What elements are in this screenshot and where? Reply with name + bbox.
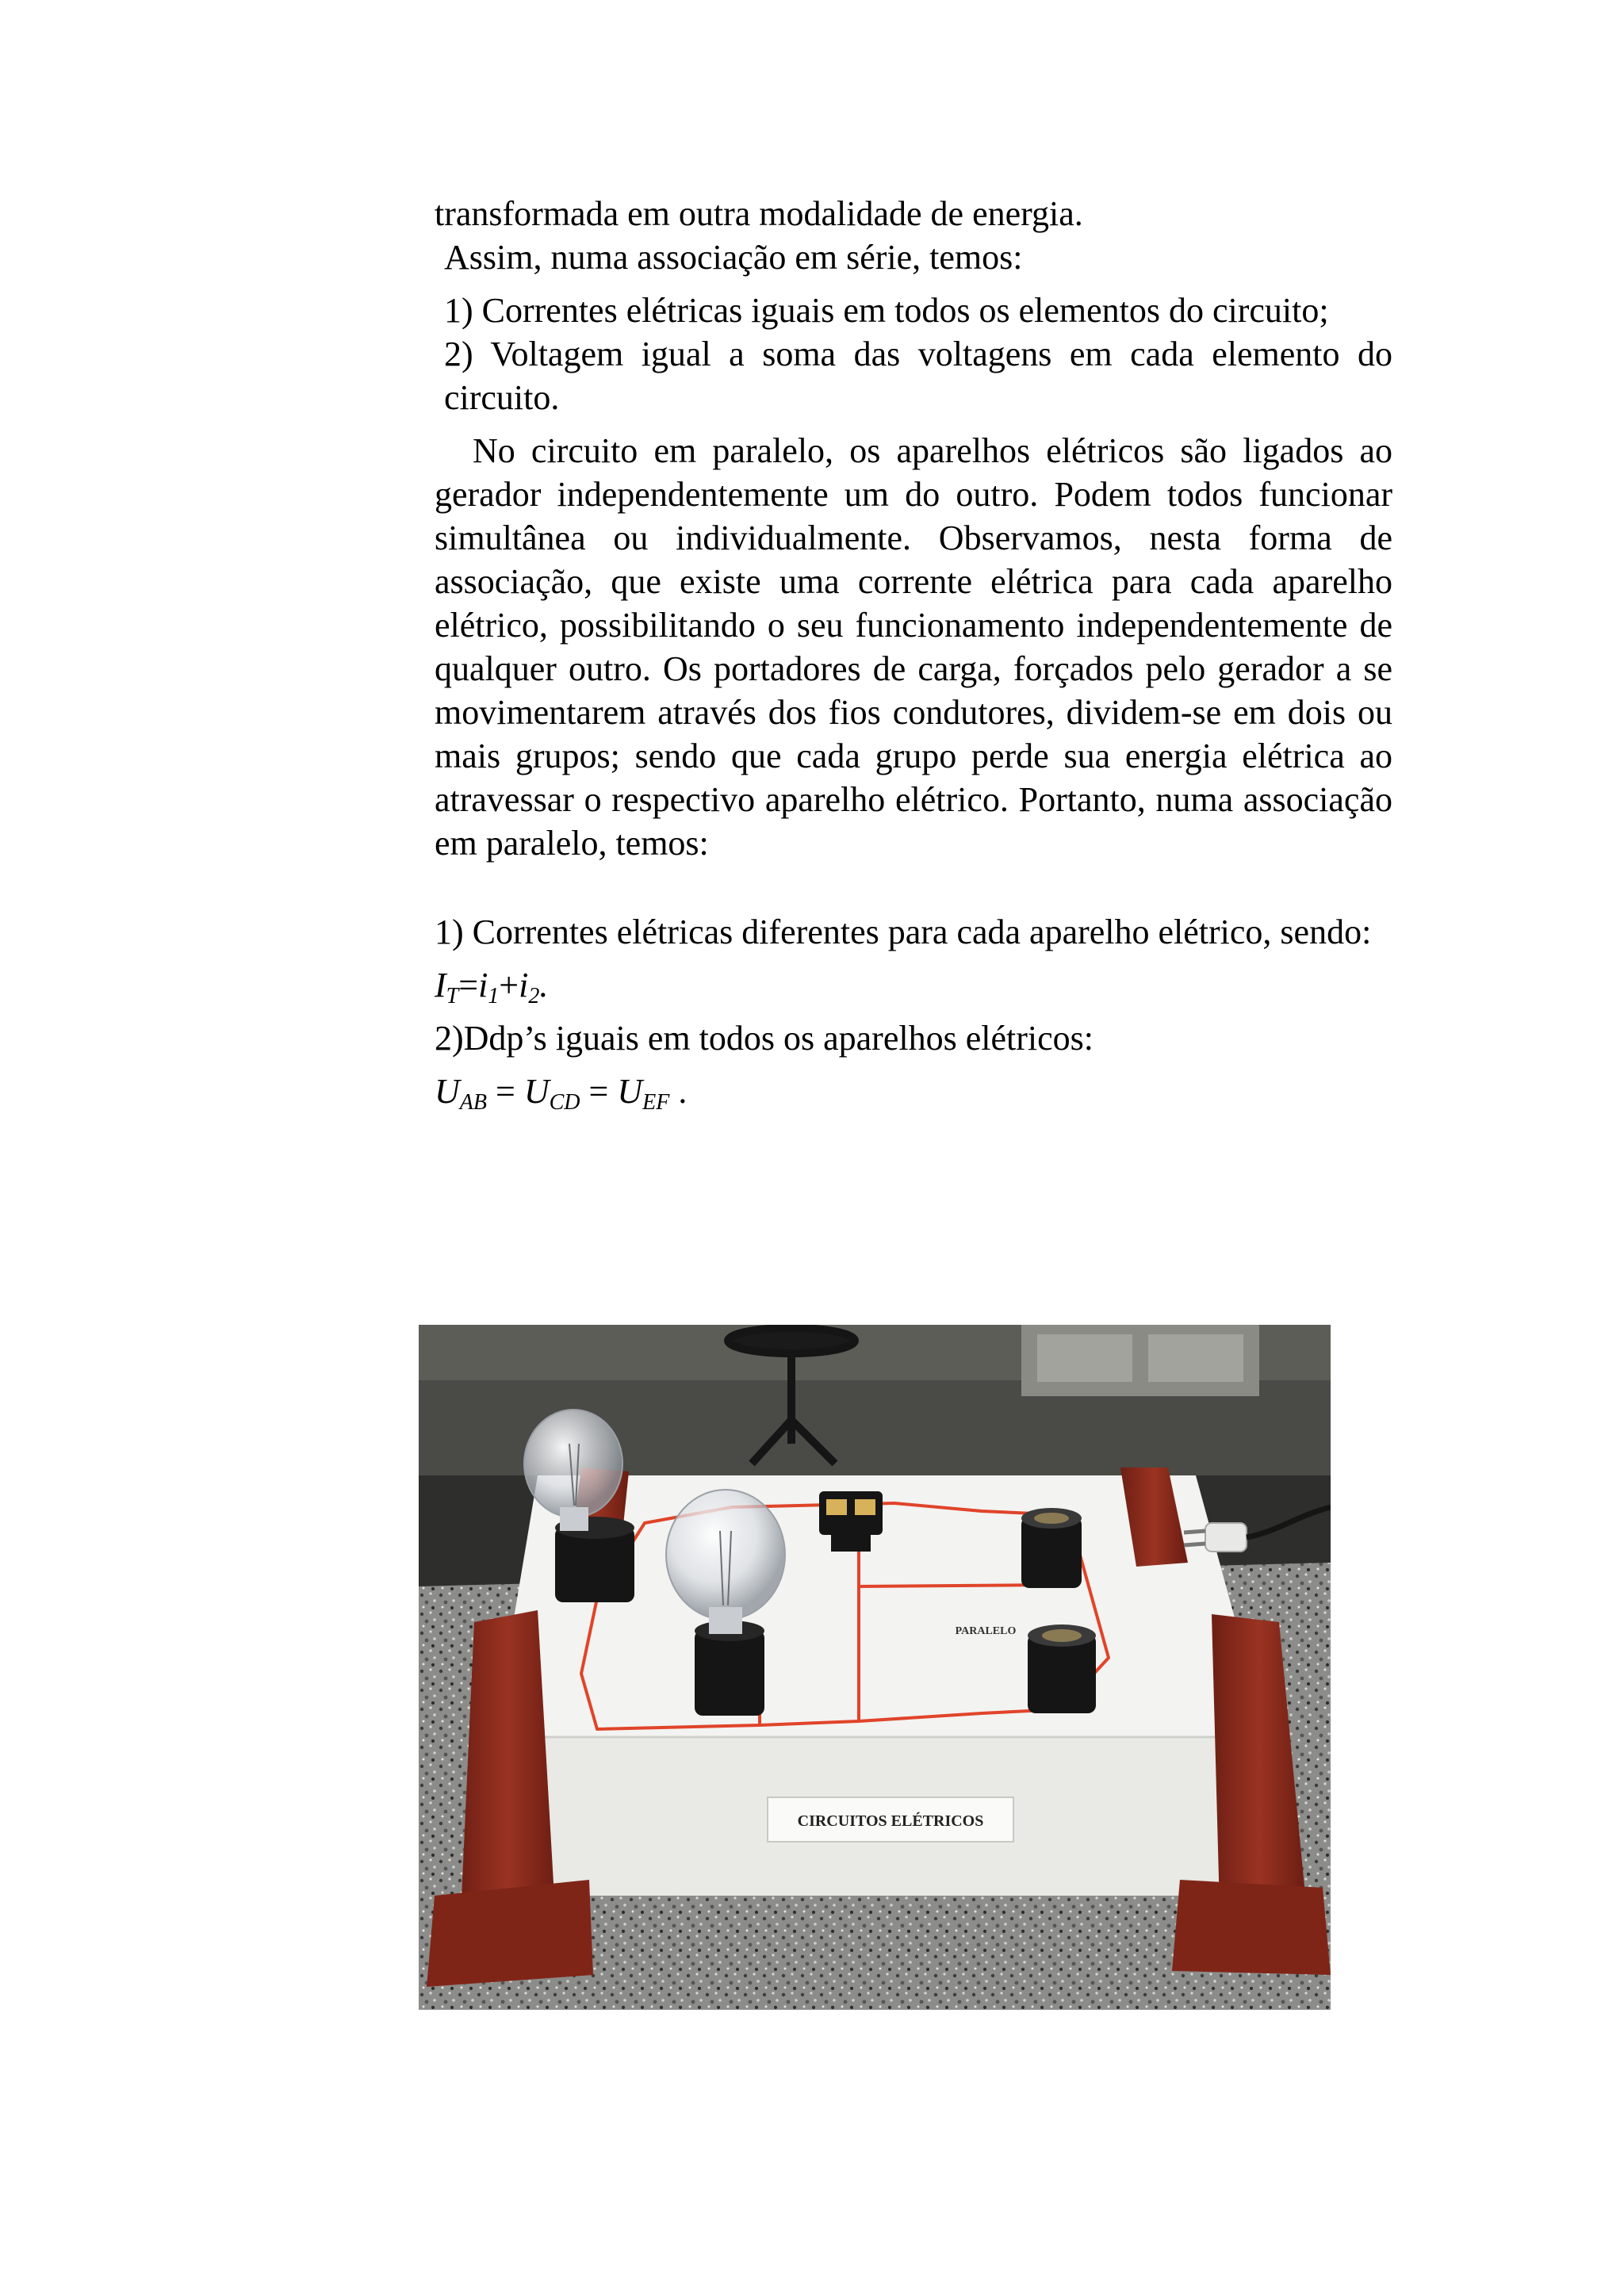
formula-equals: = bbox=[458, 966, 479, 1004]
lab-cabinet-panel bbox=[1148, 1334, 1243, 1382]
formula-var: U bbox=[523, 1072, 550, 1111]
formula-sub: CD bbox=[549, 1090, 580, 1115]
list-item-parallel-voltage: 2)Ddp’s iguais em todos os aparelhos elétricos: bbox=[435, 1019, 1094, 1058]
formula-current-sum bbox=[435, 963, 1392, 1007]
formula-sub: AB bbox=[459, 1090, 487, 1115]
formula-var: I bbox=[435, 966, 446, 1004]
list-item-parallel-current: 1) Correntes elétricas diferentes para cada aparelho elétrico, sendo: bbox=[435, 913, 1372, 951]
formula-sub: EF bbox=[642, 1090, 670, 1115]
formula-equals: = bbox=[580, 1072, 618, 1111]
formula-var: i bbox=[519, 966, 529, 1004]
formula-plus: + bbox=[499, 966, 519, 1004]
list-item-series-current: 1) Correntes elétricas iguais em todos os elementos do circuito; bbox=[444, 291, 1329, 330]
board-label: CIRCUITOS ELÉTRICOS bbox=[797, 1812, 984, 1830]
paragraph-parallel: No circuito em paralelo, os aparelhos elétricos são ligados ao gerador independentemente um do outro. Podem todos funcionar simultânea ou individualmente. Observamos, nesta forma de associação, que existe uma corrente elétrica para cada aparelho elétrico, possibilitando o seu funcionamento independentemente de qualquer outro. Os portadores de carga, forçados pelo gerador a se movimentarem através dos fios condutores, dividem-se em dois ou mais grupos; sendo que cada grupo perde sua energia elétrica ao atravessar o respectivo aparelho elétrico. Portanto, numa associação em paralelo, temos: bbox=[435, 431, 1392, 863]
lamp-socket-back-right-empty bbox=[1021, 1508, 1082, 1588]
formula-sub: 1 bbox=[488, 984, 500, 1008]
paragraph-energy: transformada em outra modalidade de energia. bbox=[435, 194, 1083, 233]
paragraph-series-intro: Assim, numa associação em série, temos: bbox=[444, 238, 1023, 277]
lamp-socket-front-right-empty bbox=[1028, 1624, 1096, 1713]
circuit-board-photo bbox=[419, 1325, 1331, 2010]
board-small-label: PARALELO bbox=[955, 1625, 1017, 1637]
formula-voltage-equal bbox=[435, 1070, 1392, 1113]
formula-var: U bbox=[617, 1072, 643, 1111]
lamp-socket-front-middle bbox=[695, 1621, 764, 1716]
formula-sub: T bbox=[446, 984, 459, 1008]
wood-block-front-left-base bbox=[427, 1880, 593, 1987]
formula-sub: 2 bbox=[528, 984, 540, 1008]
formula-var: i bbox=[478, 966, 488, 1004]
list-item-series-voltage: 2) Voltagem igual a soma das voltagens em cada elemento do circuito. bbox=[444, 335, 1392, 417]
wood-block-front-right-base bbox=[1172, 1880, 1331, 1975]
formula-var: U bbox=[435, 1072, 460, 1111]
document-body bbox=[435, 192, 1392, 1113]
formula-end: . bbox=[539, 966, 549, 1004]
lab-cabinet-panel bbox=[1037, 1334, 1132, 1382]
formula-end: . bbox=[669, 1072, 688, 1111]
formula-equals: = bbox=[487, 1072, 524, 1111]
